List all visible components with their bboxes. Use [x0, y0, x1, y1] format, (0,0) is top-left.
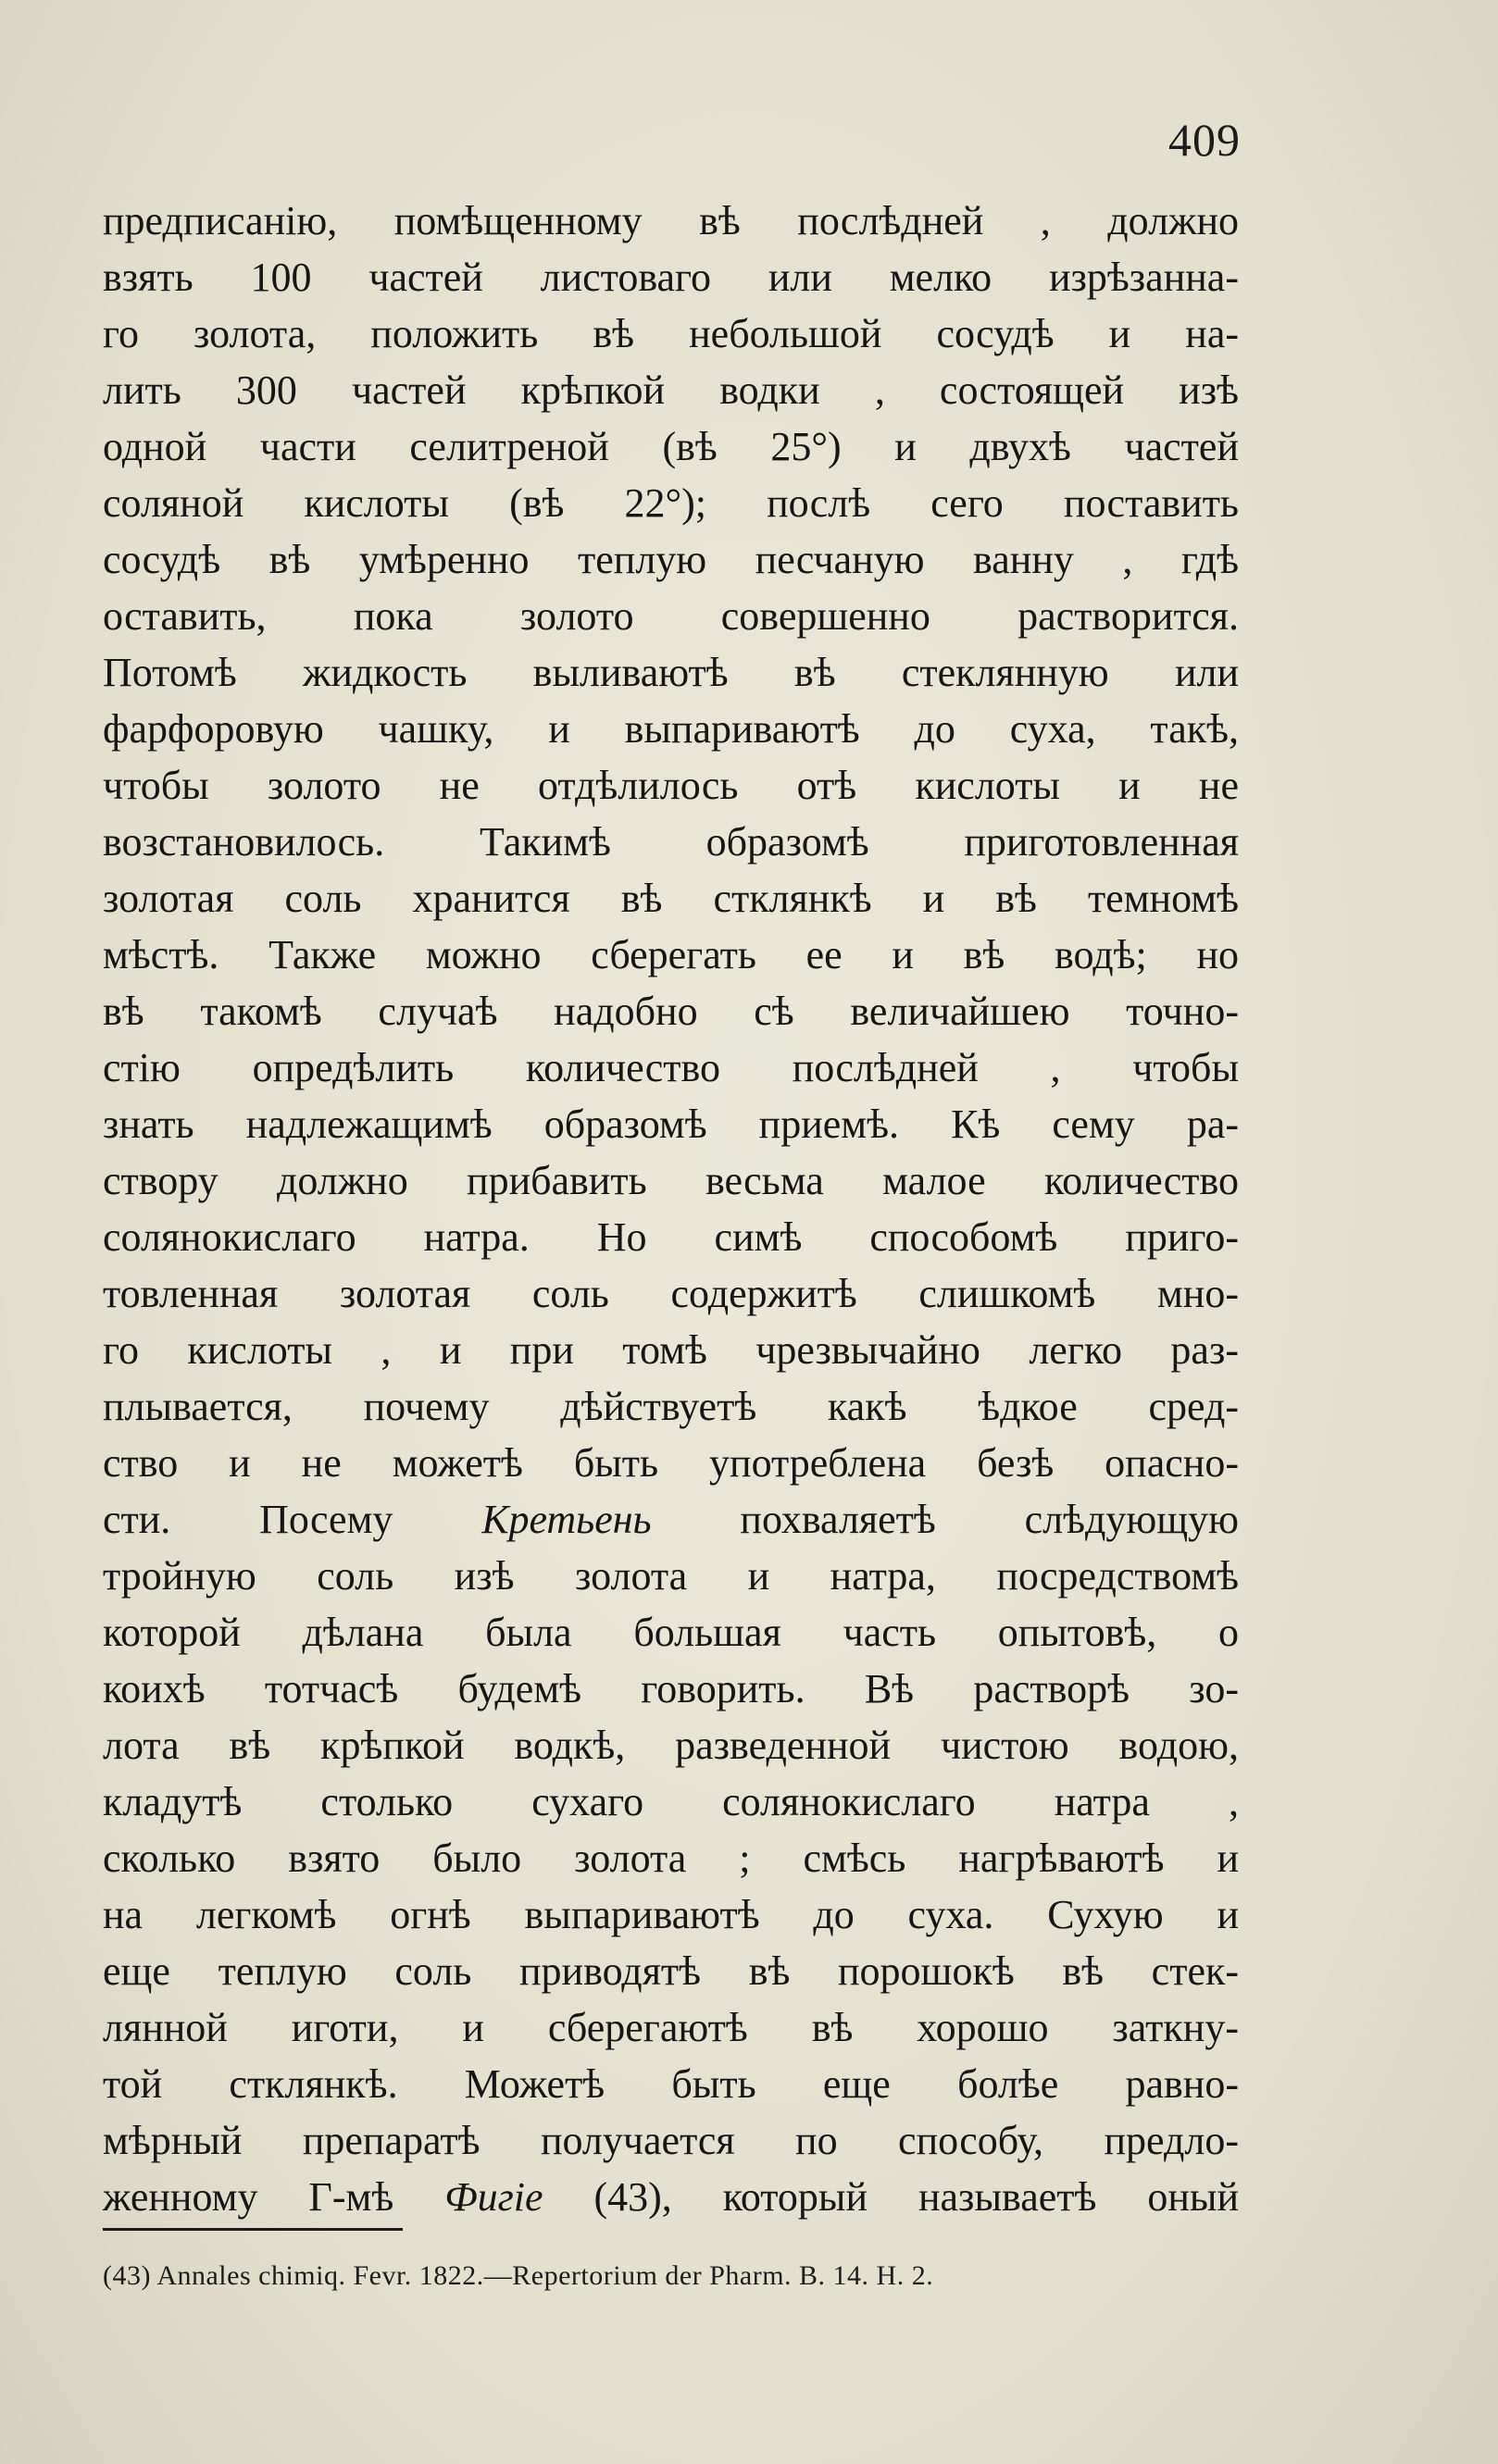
- text-line: сосудѣ вѣ умѣренно теплую песчаную ванну , гдѣ: [103, 537, 1239, 582]
- text-line: одной части селитреной (вѣ 25°) и двухѣ частей: [103, 424, 1239, 469]
- person-name-figie: Фигіе: [444, 2174, 543, 2220]
- text-line: фарфоровую чашку, и выпариваютѣ до суха, такѣ,: [103, 706, 1239, 752]
- footnote-divider: [103, 2228, 403, 2231]
- text-line: товленная золотая соль содержитѣ слишкомѣ мно-: [103, 1271, 1239, 1316]
- body-text: [103, 193, 1239, 2225]
- text-line: солянокислаго натра. Но симѣ способомѣ приго-: [103, 1214, 1239, 1260]
- line-head: сти. Посему: [103, 1497, 482, 1542]
- text-line: предписанію, помѣщенному вѣ послѣдней , должно: [103, 198, 1239, 243]
- line-tail: похваляетѣ слѣдующую: [651, 1497, 1239, 1542]
- text-line: лянной иготи, и сберегаютѣ вѣ хорошо заткну-: [103, 2005, 1239, 2050]
- text-line: кладутѣ столько сухаго солянокислаго натра ,: [103, 1779, 1239, 1824]
- page-number: 409: [1168, 114, 1241, 166]
- text-line-with-name: [103, 2169, 1239, 2225]
- text-line: стію опредѣлить количество послѣдней , чтобы: [103, 1045, 1239, 1090]
- text-line: ство и не можетѣ быть употреблена безѣ опасно-: [103, 1440, 1239, 1486]
- text-line: оставить, пока золото совершенно растворится.: [103, 593, 1239, 639]
- line-head: женному Г-мѣ: [103, 2174, 445, 2220]
- text-line: сколько взято было золота ; смѣсь нагрѣваютѣ и: [103, 1836, 1239, 1881]
- text-line: вѣ такомѣ случаѣ надобно сѣ величайшею точно-: [103, 989, 1239, 1034]
- text-line: соляной кислоты (вѣ 22°); послѣ сего поставить: [103, 480, 1239, 526]
- text-line: той стклянкѣ. Можетѣ быть еще болѣе равно-: [103, 2061, 1239, 2107]
- text-line: знать надлежащимѣ образомѣ приемѣ. Кѣ сему ра-: [103, 1101, 1239, 1147]
- text-line: на легкомѣ огнѣ выпариваютѣ до суха. Сухую и: [103, 1892, 1239, 1937]
- text-line: мѣрный препаратѣ получается по способу, предло-: [103, 2118, 1239, 2163]
- text-line: лота вѣ крѣпкой водкѣ, разведенной чистою водою,: [103, 1723, 1239, 1768]
- person-name-kretien: Кретьень: [481, 1497, 652, 1542]
- text-line: коихѣ тотчасѣ будемѣ говорить. Вѣ растворѣ зо-: [103, 1666, 1239, 1711]
- text-line: го кислоты , и при томѣ чрезвычайно легко раз-: [103, 1327, 1239, 1373]
- text-line: золотая соль хранится вѣ стклянкѣ и вѣ темномѣ: [103, 876, 1239, 921]
- text-line: взять 100 частей листоваго или мелко изрѣзанна-: [103, 255, 1239, 300]
- text-line: еще теплую соль приводятѣ вѣ порошокѣ вѣ стек-: [103, 1948, 1239, 1994]
- text-line: которой дѣлана была большая часть опытовѣ, о: [103, 1610, 1239, 1655]
- text-line: тройную соль изѣ золота и натра, посредствомѣ: [103, 1553, 1239, 1599]
- line-tail: (43), который называетѣ оный: [543, 2174, 1239, 2220]
- text-line: Потомѣ жидкость выливаютѣ вѣ стеклянную или: [103, 650, 1239, 695]
- text-line: лить 300 частей крѣпкой водки , состоящей изѣ: [103, 367, 1239, 413]
- text-line-with-name: [103, 1491, 1239, 1548]
- text-line: мѣстѣ. Также можно сберегать ее и вѣ водѣ; но: [103, 932, 1239, 977]
- text-line: плывается, почему дѣйствуетѣ какѣ ѣдкое сред-: [103, 1384, 1239, 1429]
- footnote: (43) Annales chimiq. Fevr. 1822.—Repertorium der Pharm. B. 14. H. 2.: [103, 2260, 934, 2291]
- text-line: возстановилось. Такимѣ образомѣ приготовленная: [103, 819, 1239, 865]
- text-line: створу должно прибавить весьма малое количество: [103, 1158, 1239, 1203]
- text-line: го золота, положить вѣ небольшой сосудѣ и на-: [103, 311, 1239, 356]
- text-line: чтобы золото не отдѣлилось отѣ кислоты и не: [103, 763, 1239, 808]
